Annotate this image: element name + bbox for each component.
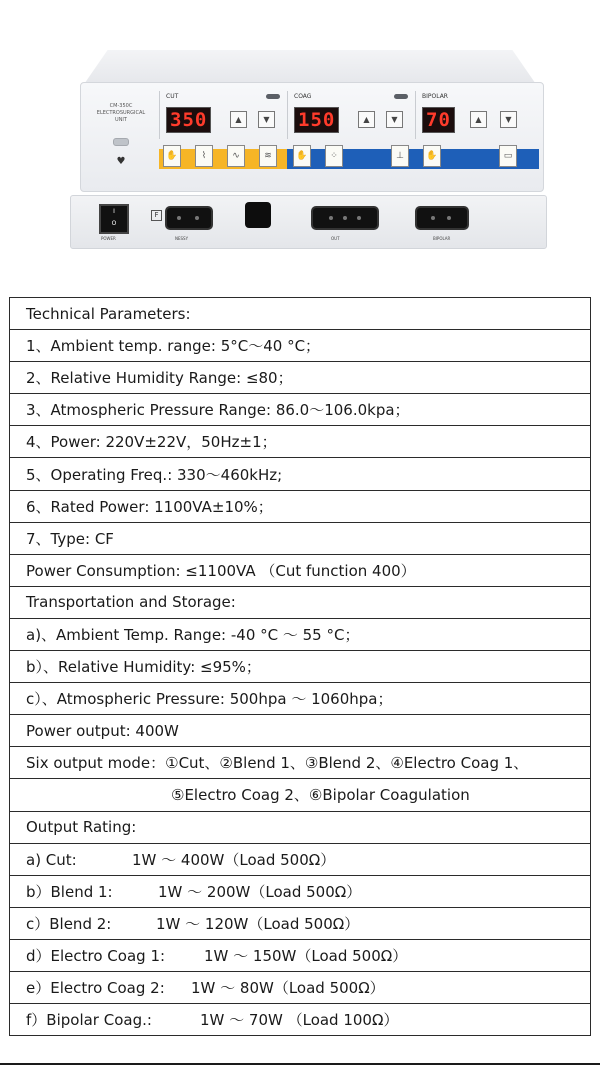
nessy-socket[interactable] [165, 206, 213, 230]
table-row [10, 362, 591, 394]
bipolar-display: 70 [422, 107, 455, 133]
spec-cell: a)、Ambient Temp. Range: -40 °C ～ 55 °C； [10, 618, 591, 650]
bipolar-label: BIPOLAR [422, 93, 448, 100]
spec-cell: Six output mode：①Cut、②Blend 1、③Blend 2、④Electro Coag 1、 [10, 747, 591, 779]
table-row [10, 971, 591, 1003]
spec-heading: Transportation and Storage: [10, 586, 591, 618]
center-button[interactable] [245, 202, 271, 228]
table-row [10, 715, 591, 747]
spec-cell: ⑤Electro Coag 2、⑥Bipolar Coagulation [10, 779, 591, 811]
rating-cell [10, 939, 591, 971]
f-label: F [151, 210, 162, 221]
bipolar-hand-icon[interactable]: ✋ [423, 145, 441, 167]
table-row [10, 1004, 591, 1036]
blend3-mode-icon[interactable]: ≋ [259, 145, 277, 167]
rating-value: 1W ～ 200W（Load 500Ω） [158, 882, 362, 901]
rating-value: 1W ～ 400W（Load 500Ω） [132, 850, 336, 869]
table-row [10, 394, 591, 426]
nessy-caption: NESSY [175, 236, 189, 241]
table-row [10, 811, 591, 843]
coag-hand-icon[interactable]: ✋ [293, 145, 311, 167]
cut-indicator [266, 94, 280, 99]
coag-up-button[interactable]: ▲ [358, 111, 375, 128]
bipolar-mode-icon[interactable]: ▭ [499, 145, 517, 167]
spec-cell: 7、Type: CF [10, 522, 591, 554]
table-row [10, 298, 591, 330]
rating-name: f）Bipolar Coag.: [26, 1011, 152, 1030]
spec-cell: Power output: 400W [10, 715, 591, 747]
table-row [10, 490, 591, 522]
spec-cell: c）、Atmospheric Pressure: 500hpa ～ 1060hpa； [10, 683, 591, 715]
bipolar-caption: BIPOLAR [433, 236, 451, 241]
coag-indicator [394, 94, 408, 99]
spec-cell: 6、Rated Power: 1100VA±10%； [10, 490, 591, 522]
mode-strip [159, 145, 539, 171]
table-row [10, 843, 591, 875]
bipolar-socket[interactable] [415, 206, 469, 230]
bottom-divider [0, 1063, 600, 1065]
rating-name: c）Blend 2: [26, 914, 112, 933]
table-row [10, 907, 591, 939]
spec-heading: Output Rating: [10, 811, 591, 843]
table-row [10, 683, 591, 715]
rating-name: d）Electro Coag 1: [26, 946, 166, 965]
rating-value: 1W ～ 70W （Load 100Ω） [200, 1011, 399, 1030]
cut-display: 350 [166, 107, 211, 133]
spec-cell: 5、Operating Freq.: 330～460kHz; [10, 458, 591, 490]
rating-cell [10, 843, 591, 875]
rating-cell [10, 971, 591, 1003]
table-row [10, 939, 591, 971]
bipolar-up-button[interactable]: ▲ [470, 111, 487, 128]
rating-cell [10, 907, 591, 939]
cut-down-button[interactable]: ▼ [258, 111, 275, 128]
coag-display: 150 [294, 107, 339, 133]
rating-value: 1W ～ 80W（Load 500Ω） [191, 979, 385, 998]
spec-cell: 4、Power: 220V±22V，50Hz±1； [10, 426, 591, 458]
rating-value: 1W ～ 120W（Load 500Ω） [156, 914, 360, 933]
unit-label-1: ELECTROSURGICAL [96, 110, 146, 116]
cut-up-button[interactable]: ▲ [230, 111, 247, 128]
power-caption: POWER [101, 236, 116, 241]
spec-cell: Power Consumption: ≤1100VA （Cut function 400） [10, 554, 591, 586]
rating-value: 1W ～ 150W（Load 500Ω） [204, 946, 408, 965]
spec-cell: 1、Ambient temp. range: 5°C～40 °C； [10, 330, 591, 362]
out-socket[interactable] [311, 206, 379, 230]
table-row [10, 618, 591, 650]
blend1-mode-icon[interactable]: ⌇ [195, 145, 213, 167]
spec-table [9, 297, 591, 1036]
rating-name: e）Electro Coag 2: [26, 979, 165, 998]
table-row [10, 458, 591, 490]
coag-label: COAG [294, 93, 312, 100]
rating-cell [10, 1004, 591, 1036]
cut-mode-icon[interactable]: ✋ [163, 145, 181, 167]
blend2-mode-icon[interactable]: ∿ [227, 145, 245, 167]
rating-name: a) Cut: [26, 850, 77, 869]
cut-label: CUT [166, 93, 179, 100]
table-row [10, 586, 591, 618]
spec-heading: Technical Parameters: [10, 298, 591, 330]
unit-label-2: UNIT [115, 117, 127, 123]
spray-mode-icon[interactable]: ⁘ [325, 145, 343, 167]
out-caption: OUT [331, 236, 340, 241]
model-label: CM-350C [109, 103, 133, 109]
table-row [10, 554, 591, 586]
coag-section [287, 91, 416, 139]
coag-down-button[interactable]: ▼ [386, 111, 403, 128]
power-led [113, 138, 129, 146]
table-row [10, 651, 591, 683]
table-row [10, 522, 591, 554]
table-row [10, 875, 591, 907]
device-photo [70, 50, 545, 255]
spec-cell: b）、Relative Humidity: ≤95%； [10, 651, 591, 683]
bipolar-section [415, 91, 540, 139]
bipolar-down-button[interactable]: ▼ [500, 111, 517, 128]
device-base-panel [70, 195, 547, 249]
power-switch[interactable]: I O [99, 204, 129, 234]
rating-cell [10, 875, 591, 907]
cut-section [159, 91, 288, 139]
table-row [10, 426, 591, 458]
device-front-panel [80, 82, 544, 192]
table-row [10, 330, 591, 362]
spec-cell: 2、Relative Humidity Range: ≤80； [10, 362, 591, 394]
rating-name: b）Blend 1: [26, 882, 113, 901]
heart-icon: ♥ [116, 156, 126, 167]
table-row [10, 779, 591, 811]
foot-pedal-icon[interactable]: ⊥ [391, 145, 409, 167]
spec-cell: 3、Atmospheric Pressure Range: 86.0～106.0kpa； [10, 394, 591, 426]
model-panel [87, 91, 155, 187]
table-row [10, 747, 591, 779]
